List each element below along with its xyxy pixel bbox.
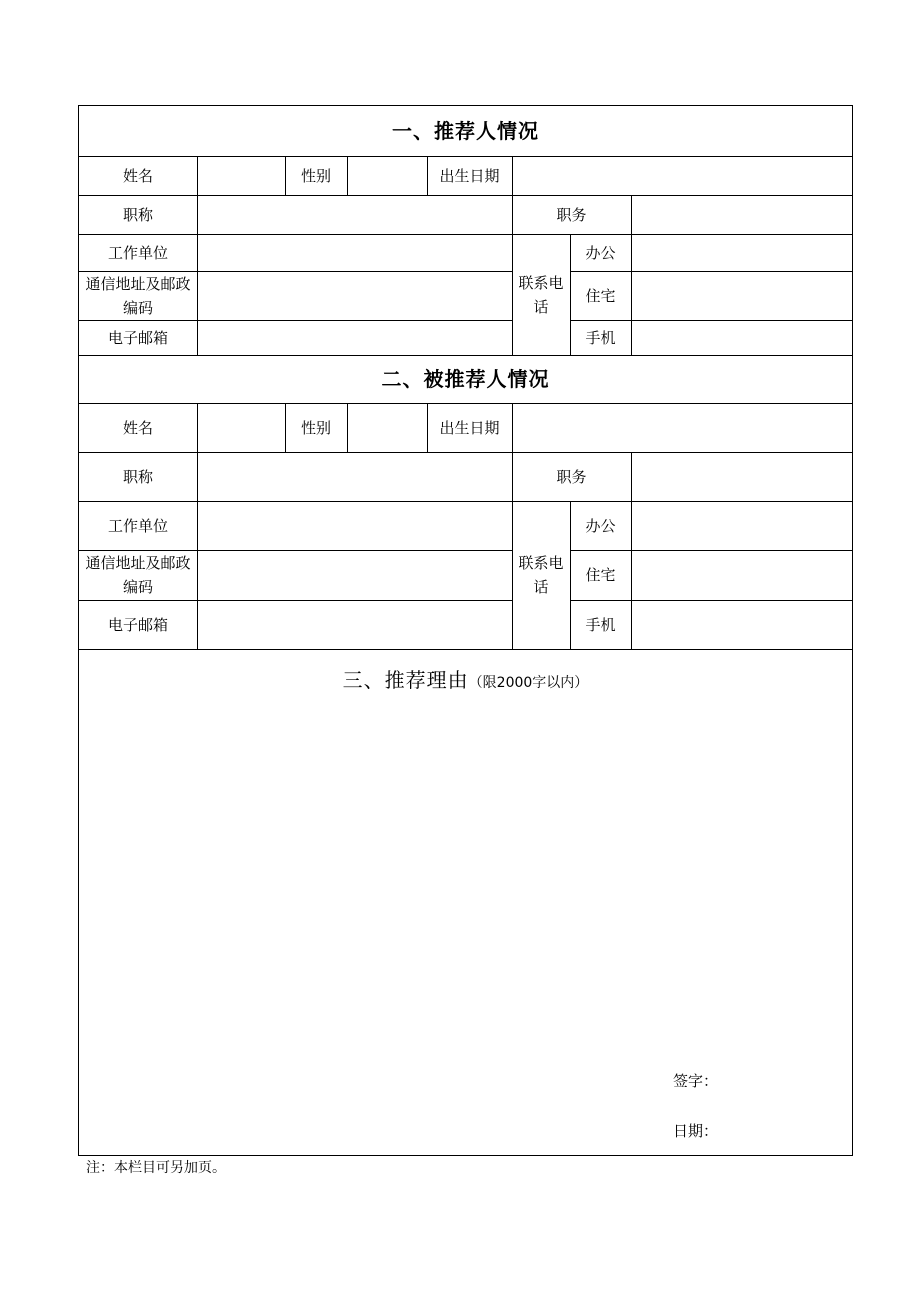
s2-address-field[interactable]	[197, 550, 512, 600]
s1-work-field[interactable]	[197, 234, 512, 271]
s2-work-field[interactable]	[197, 501, 512, 550]
s2-home-field[interactable]	[631, 550, 852, 600]
recommendation-form	[78, 105, 853, 1156]
s2-mobile-field[interactable]	[631, 600, 852, 649]
s2-birth-label: 出生日期	[439, 418, 500, 437]
s1-name-field[interactable]	[197, 156, 285, 195]
s2-address-label: 通信地址及邮政编码	[85, 554, 191, 596]
s2-phone-label: 联系电话	[518, 554, 564, 596]
s2-gender-field[interactable]	[347, 403, 427, 452]
s1-work-label: 工作单位	[107, 243, 168, 262]
s2-title-label: 职称	[122, 467, 153, 486]
s1-mobile-label: 手机	[585, 328, 616, 347]
s2-work-label: 工作单位	[107, 516, 168, 535]
s2-home-label: 住宅	[585, 566, 616, 584]
s2-email-field[interactable]	[197, 600, 512, 649]
s2-birth-field[interactable]	[512, 403, 852, 452]
s1-gender-field[interactable]	[347, 156, 427, 195]
s1-email-field[interactable]	[197, 320, 512, 355]
s2-name-label: 姓名	[122, 418, 153, 437]
section2-title: 二、被推荐人情况	[381, 367, 550, 391]
s1-position-field[interactable]	[631, 195, 852, 234]
section3-title: 三、推荐理由	[342, 668, 469, 692]
date-field[interactable]	[719, 1119, 839, 1143]
s1-address-label: 通信地址及邮政编码	[85, 274, 191, 317]
s1-phone-label: 联系电话	[518, 273, 564, 316]
s1-email-label: 电子邮箱	[107, 328, 168, 347]
date-label: 日期：	[673, 1122, 719, 1140]
signature-label: 签字：	[673, 1072, 719, 1090]
s1-birth-field[interactable]	[512, 156, 852, 195]
signature-field[interactable]	[719, 1069, 839, 1093]
s2-position-field[interactable]	[631, 452, 852, 501]
footnote: 注：本栏目可另加页。	[86, 1160, 226, 1176]
s1-mobile-field[interactable]	[631, 320, 852, 355]
s2-mobile-label: 手机	[585, 615, 616, 634]
s1-office-field[interactable]	[631, 234, 852, 271]
section3-heading	[79, 664, 852, 699]
s2-name-field[interactable]	[197, 403, 285, 452]
s1-birth-label: 出生日期	[439, 166, 500, 185]
section3-subtitle: （限2000字以内）	[468, 675, 589, 691]
s1-title-field[interactable]	[197, 195, 512, 234]
s1-address-field[interactable]	[197, 271, 512, 320]
s1-office-label: 办公	[585, 243, 616, 262]
s2-office-field[interactable]	[631, 501, 852, 550]
s2-gender-label: 性别	[300, 418, 331, 437]
section1-title: 一、推荐人情况	[392, 119, 539, 143]
s1-home-label: 住宅	[585, 286, 616, 305]
s1-position-label: 职务	[556, 205, 587, 224]
reason-text-area[interactable]	[79, 701, 852, 1061]
s1-gender-label: 性别	[300, 166, 331, 185]
s2-title-field[interactable]	[197, 452, 512, 501]
s2-email-label: 电子邮箱	[107, 615, 168, 634]
s1-home-field[interactable]	[631, 271, 852, 320]
s1-name-label: 姓名	[122, 166, 153, 185]
s2-position-label: 职务	[556, 467, 587, 486]
s2-office-label: 办公	[585, 516, 616, 535]
s1-title-label: 职称	[122, 205, 153, 224]
